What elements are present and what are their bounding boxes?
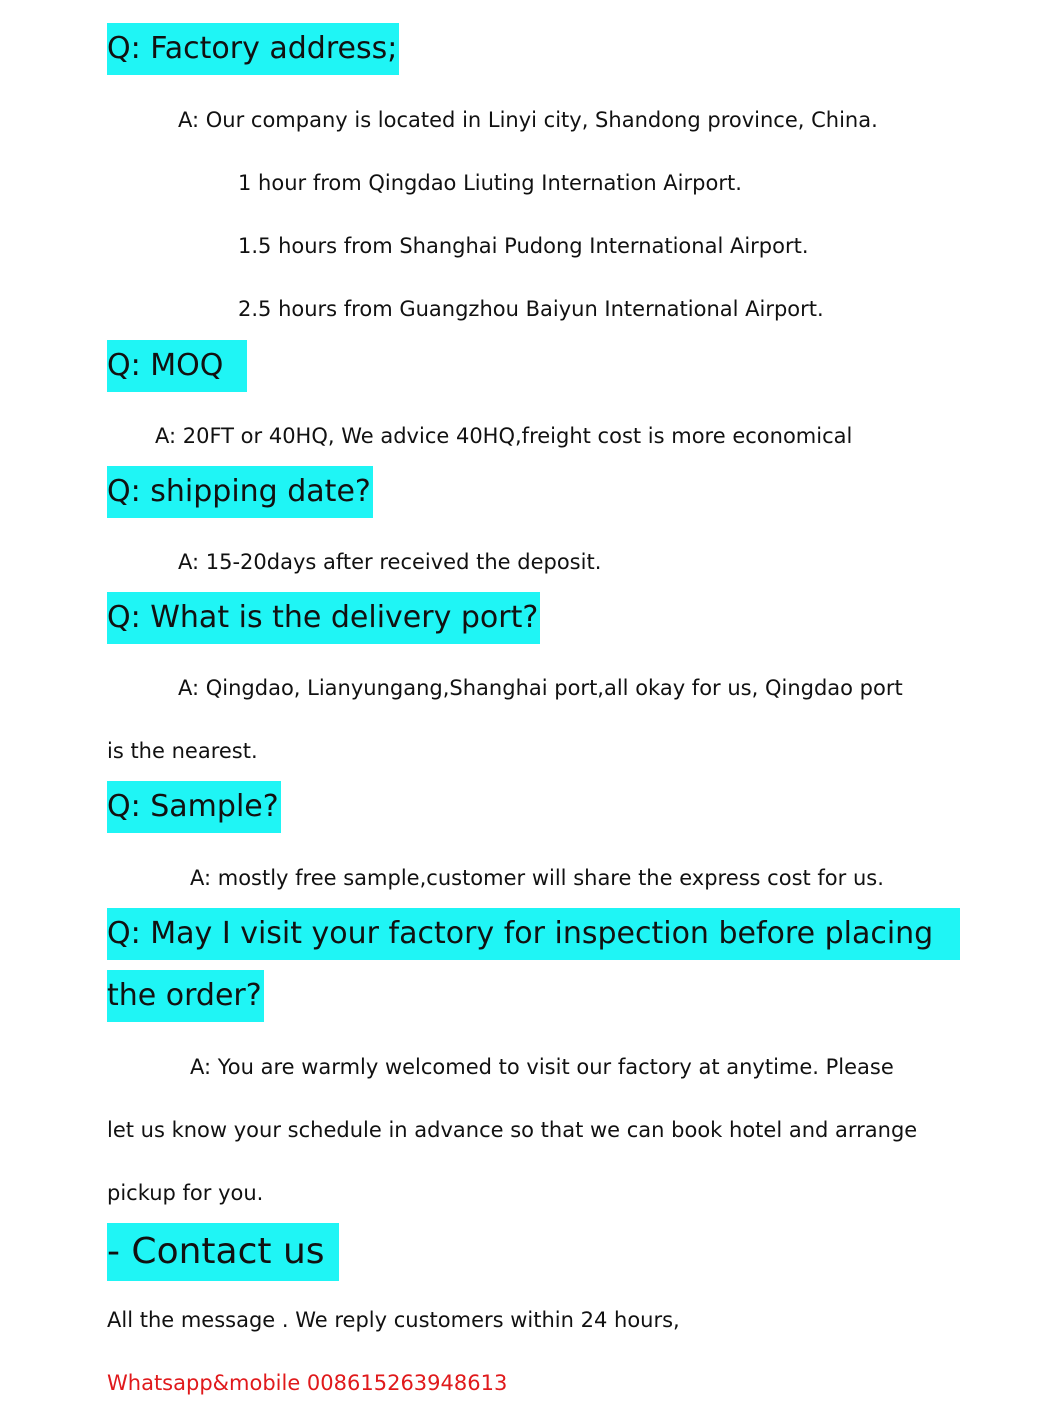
question-sample: Q: Sample? bbox=[107, 781, 281, 833]
answer-shanghai-airport: 1.5 hours from Shanghai Pudong International Airport. bbox=[238, 234, 809, 258]
contact-message: All the message . We reply customers within 24 hours, bbox=[107, 1308, 680, 1332]
question-delivery-port: Q: What is the delivery port? bbox=[107, 592, 540, 644]
question-factory-visit-line-1: Q: May I visit your factory for inspection before placing bbox=[107, 908, 960, 960]
answer-delivery-port-line-2: is the nearest. bbox=[107, 739, 258, 763]
contact-heading: - Contact us bbox=[107, 1223, 339, 1281]
answer-sample: A: mostly free sample,customer will share the express cost for us. bbox=[190, 866, 884, 890]
answer-guangzhou-airport: 2.5 hours from Guangzhou Baiyun International Airport. bbox=[238, 297, 824, 321]
question-moq: Q: MOQ bbox=[107, 340, 247, 392]
answer-factory-visit-line-1: A: You are warmly welcomed to visit our factory at anytime. Please bbox=[190, 1055, 894, 1079]
answer-factory-visit-line-2: let us know your schedule in advance so that we can book hotel and arrange bbox=[107, 1118, 918, 1142]
answer-factory-location: A: Our company is located in Linyi city, Shandong province, China. bbox=[178, 108, 878, 132]
answer-qingdao-airport: 1 hour from Qingdao Liuting Internation Airport. bbox=[238, 171, 742, 195]
question-factory-visit-line-2: the order? bbox=[107, 970, 264, 1022]
answer-delivery-port-line-1: A: Qingdao, Lianyungang,Shanghai port,all okay for us, Qingdao port bbox=[178, 676, 903, 700]
whatsapp-mobile: Whatsapp&mobile 008615263948613 bbox=[107, 1371, 508, 1395]
answer-factory-visit-line-3: pickup for you. bbox=[107, 1181, 264, 1205]
answer-moq: A: 20FT or 40HQ, We advice 40HQ,freight cost is more economical bbox=[155, 424, 853, 448]
answer-shipping-date: A: 15-20days after received the deposit. bbox=[178, 550, 602, 574]
question-shipping-date: Q: shipping date? bbox=[107, 466, 373, 518]
question-factory-address: Q: Factory address; bbox=[107, 23, 399, 75]
